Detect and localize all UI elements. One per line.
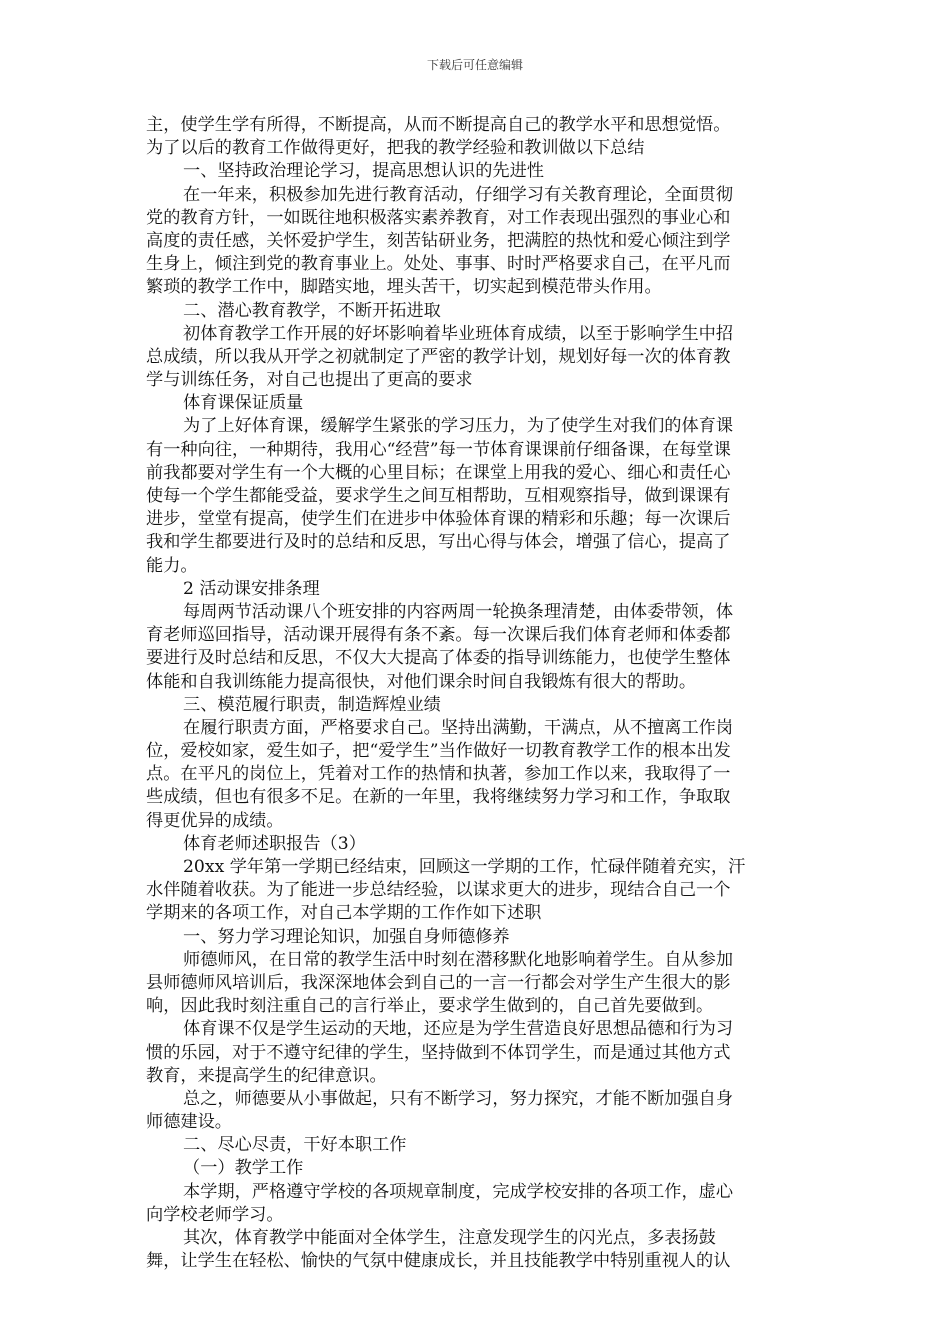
text-line: 师德建设。 [146, 1112, 232, 1133]
text-line: 位，爱校如家，爱生如子，把“爱学生”当作做好一切教育教学工作的根本出发 [146, 741, 731, 762]
text-line: 惯的乐园，对于不遵守纪律的学生，坚持做到不体罚学生，而是通过其他方式 [146, 1042, 731, 1063]
text-line: 为了上好体育课，缓解学生紧张的学习压力，为了使学生对我们的体育课 [183, 416, 734, 437]
text-line: 学与训练任务，对自己也提出了更高的要求 [146, 370, 473, 391]
document-body [146, 114, 806, 1273]
text-line: 初体育教学工作开展的好坏影响着毕业班体育成绩，以至于影响学生中招 [183, 323, 734, 344]
text-line: 师德师风，在日常的教学生活中时刻在潜移默化地影响着学生。自从参加 [183, 949, 734, 970]
text-line: 2 活动课安排条理 [183, 578, 320, 599]
text-line: 党的教育方针，一如既往地积极落实素养教育，对工作表现出强烈的事业心和 [146, 207, 731, 228]
text-line: 向学校老师学习。 [146, 1204, 284, 1225]
text-line: 三、模范履行职责，制造辉煌业绩 [183, 694, 441, 715]
text-line: 体育课不仅是学生运动的天地，还应是为学生营造良好思想品德和行为习 [183, 1019, 734, 1040]
text-line: 在履行职责方面，严格要求自己。坚持出满勤，干满点，从不擅离工作岗 [183, 717, 734, 738]
text-line: 其次，体育教学中能面对全体学生，注意发现学生的闪光点，多表扬鼓 [183, 1228, 716, 1248]
text-line: 舞，让学生在轻松、愉快的气氛中健康成长，并且技能教学中特别重视人的认 [146, 1251, 731, 1272]
text-line: 一、努力学习理论知识，加强自身师德修养 [183, 926, 510, 947]
text-line: 主，使学生学有所得，不断提高，从而不断提高自己的教学水平和思想觉悟。 [146, 115, 731, 135]
text-line: 总之，师德要从小事做起，只有不断学习，努力探究，才能不断加强自身 [183, 1088, 734, 1109]
text-line: 总成绩，所以我从开学之初就制定了严密的教学计划，规划好每一次的体育教 [146, 346, 731, 367]
text-line: 前我都要对学生有一个大概的心里目标；在课堂上用我的爱心、细心和责任心 [146, 462, 731, 483]
text-line: 使每一个学生都能受益，要求学生之间互相帮助，互相观察指导，做到课课有 [146, 486, 731, 506]
header-note: 下载后可任意编辑 [426, 58, 523, 72]
text-line: 二、尽心尽责，干好本职工作 [183, 1135, 407, 1156]
text-line: 有一种向往，一种期待，我用心“经营”每一节体育课课前仔细备课，在每堂课 [146, 439, 731, 460]
text-line: 繁琐的教学工作中，脚踏实地，埋头苦干，切实起到模范带头作用。 [146, 277, 662, 298]
text-line: 为了以后的教育工作做得更好，把我的教学经验和教训做以下总结 [146, 138, 645, 159]
text-line: 能力。 [146, 555, 198, 576]
text-line: 些成绩，但也有很多不足。在新的一年里，我将继续努力学习和工作，争取取 [146, 787, 731, 808]
text-line: 生身上，倾注到党的教育事业上。处处、事事、时时严格要求自己，在平凡而 [146, 254, 731, 275]
text-line: 20xx 学年第一学期已经结束，回顾这一学期的工作，忙碌伴随着充实，汗 [183, 857, 746, 877]
text-line: 体育老师述职报告（3） [183, 833, 366, 854]
text-line: 体能和自我训练能力提高很快，对他们课余时间自我锻炼有很大的帮助。 [146, 671, 697, 692]
text-line: 一、坚持政治理论学习，提高思想认识的先进性 [183, 161, 544, 182]
text-line: 水伴随着收获。为了能进一步总结经验，以谋求更大的进步，现结合自己一个 [146, 880, 731, 901]
text-line: 县师德师风培训后，我深深地体会到自己的一言一行都会对学生产生很大的影 [146, 972, 731, 993]
text-line: 响，因此我时刻注重自己的言行举止，要求学生做到的，自己首先要做到。 [146, 996, 714, 1017]
text-line: 得更优异的成绩。 [146, 810, 284, 831]
text-line: 我和学生都要进行及时的总结和反思，写出心得与体会，增强了信心，提高了 [146, 532, 731, 553]
text-line: 高度的责任感，关怀爱护学生，刻苦钻研业务，把满腔的热忱和爱心倾注到学 [146, 230, 731, 251]
text-line: 学期来的各项工作，对自己本学期的工作作如下述职 [146, 903, 542, 924]
text-line: 点。在平凡的岗位上，凭着对工作的热情和执著，参加工作以来，我取得了一 [146, 764, 731, 785]
text-line: 每周两节活动课八个班安排的内容两周一轮换条理清楚，由体委带领，体 [183, 601, 734, 622]
text-line: 教育，来提高学生的纪律意识。 [146, 1065, 387, 1086]
text-line: 要进行及时总结和反思，不仅大大提高了体委的指导训练能力，也使学生整体 [146, 648, 731, 669]
text-line: 体育课保证质量 [183, 393, 304, 414]
text-line: 在一年来，积极参加先进行教育活动，仔细学习有关教育理论，全面贯彻 [183, 184, 734, 205]
text-line: 育老师巡回指导，活动课开展得有条不紊。每一次课后我们体育老师和体委都 [146, 625, 731, 646]
text-line: （一）教学工作 [183, 1158, 304, 1179]
text-line: 二、潜心教育教学，不断开拓进取 [183, 300, 441, 321]
text-line: 进步，堂堂有提高，使学生们在进步中体验体育课的精彩和乐趣；每一次课后 [146, 509, 731, 530]
text-line: 本学期，严格遵守学校的各项规章制度，完成学校安排的各项工作，虚心 [183, 1181, 734, 1202]
